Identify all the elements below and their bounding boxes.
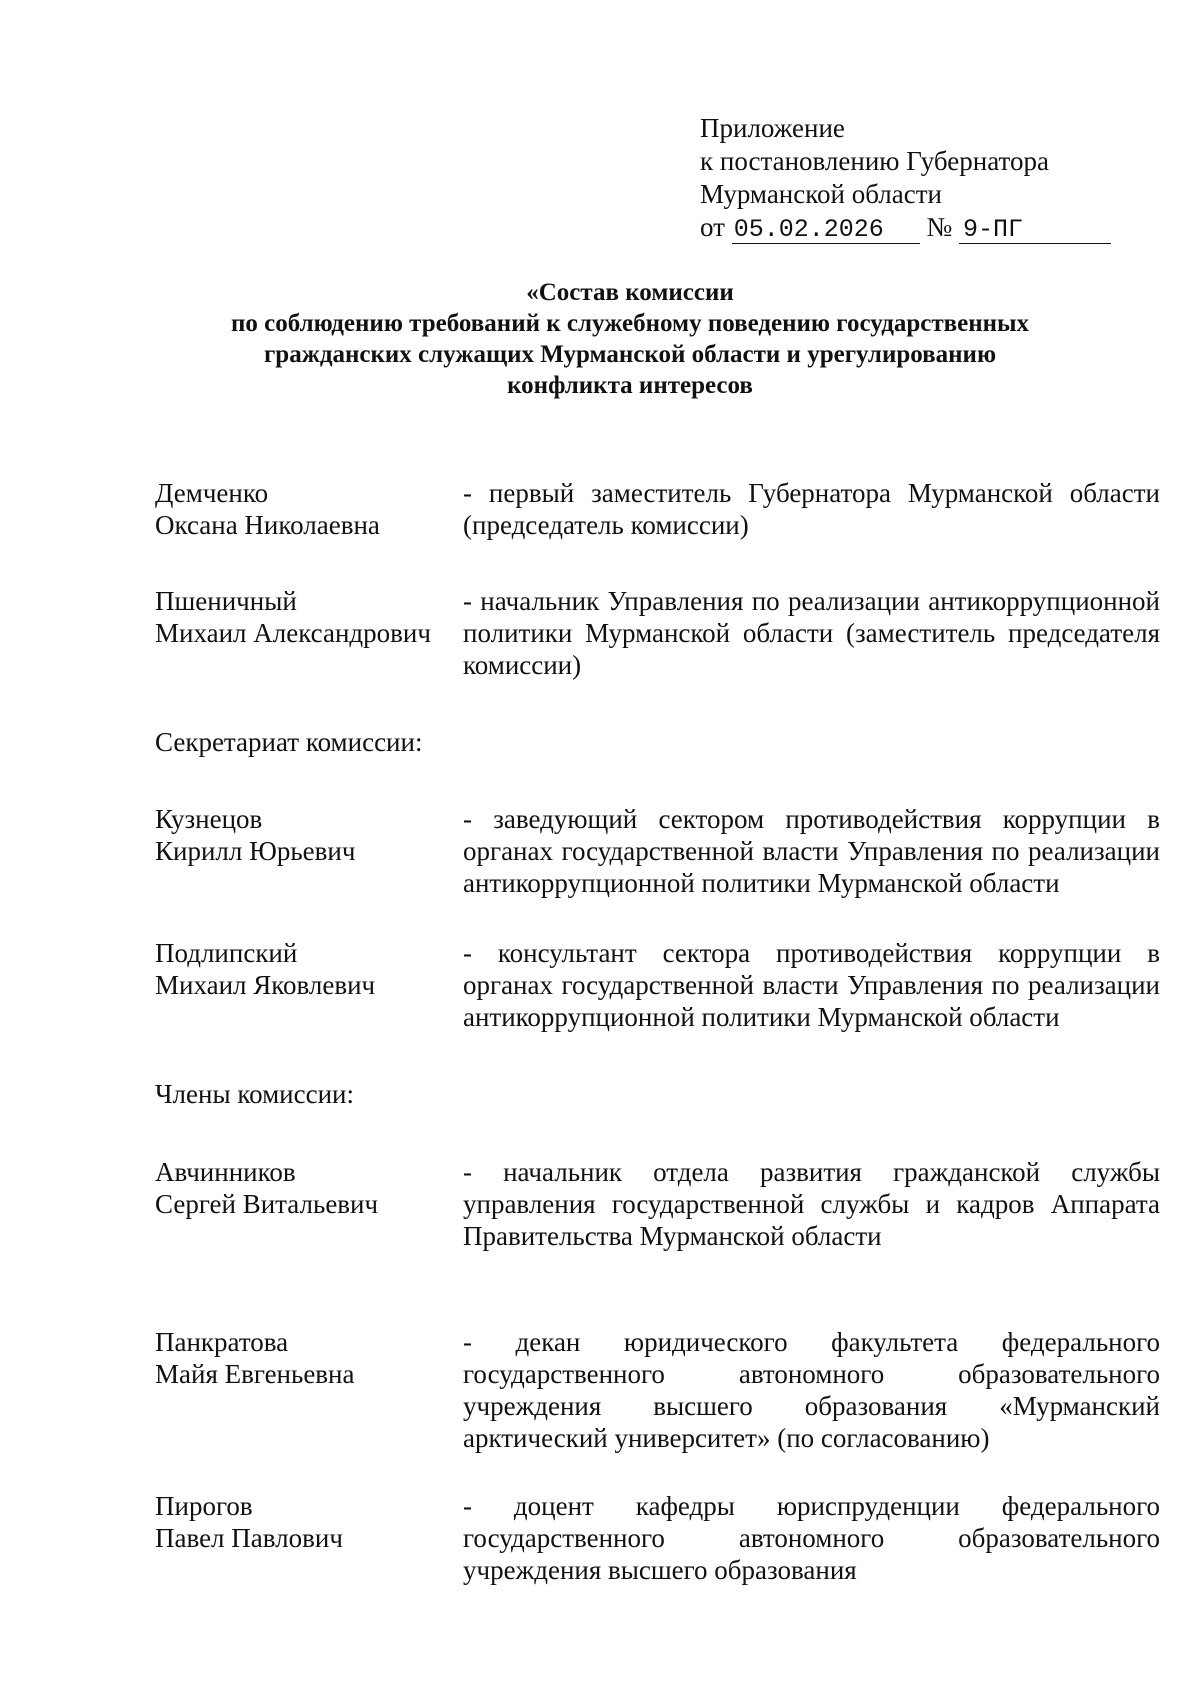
person-role: - первый заместитель Губернатора Мурманской области (председатель комиссии): [463, 478, 1160, 540]
person-name: [155, 1326, 463, 1454]
chair-entry: [155, 477, 1160, 541]
member-entry: [155, 1326, 1160, 1454]
person-surname: Подлипский: [155, 938, 298, 968]
secretariat-entry: [155, 803, 1160, 899]
person-surname: Пирогов: [155, 1491, 253, 1521]
person-name: [155, 937, 463, 1033]
appendix-date-line: [700, 211, 1111, 244]
person-given-names: Кирилл Юрьевич: [155, 836, 356, 866]
secretariat-heading: Секретариат комиссии:: [155, 727, 423, 757]
appendix-line-1: Приложение: [700, 113, 845, 143]
person-given-names: Оксана Николаевна: [155, 510, 380, 540]
person-given-names: Михаил Яковлевич: [155, 970, 376, 1000]
person-surname: Авчинников: [155, 1157, 296, 1187]
person-given-names: Павел Павлович: [155, 1523, 343, 1553]
person-name: [155, 585, 463, 681]
person-surname: Панкратова: [155, 1327, 289, 1357]
document-date: 05.02.2026: [732, 217, 920, 244]
appendix-line-3: Мурманской области: [700, 179, 942, 209]
person-name: [155, 477, 463, 541]
member-entry: [155, 1156, 1160, 1252]
appendix-header: [700, 112, 1111, 244]
secretariat-entry: [155, 937, 1160, 1033]
person-given-names: Майя Евгеньевна: [155, 1359, 355, 1389]
person-role: - консультант сектора противодействия коррупции в органах государственной власти Управления по реализации антикоррупционной политики Мурманской области: [463, 938, 1160, 1032]
person-role: - начальник Управления по реализации антикоррупционной политики Мурманской области (заместитель председателя комиссии): [463, 586, 1160, 680]
number-prefix: №: [926, 212, 953, 242]
title-line-3: гражданских служащих Мурманской области и урегулированию: [263, 341, 997, 368]
date-prefix: от: [700, 212, 725, 242]
person-role: - декан юридического факультета федерального государственного автономного образовательного учреждения высшего образования «Мурманский арктический университет» (по согласованию): [463, 1327, 1160, 1453]
title-line-1: «Состав комиссии: [526, 279, 734, 306]
person-surname: Кузнецов: [155, 804, 263, 834]
person-surname: Пшеничный: [155, 586, 297, 616]
person-role: - доцент кафедры юриспруденции федерального государственного автономного образовательного учреждения высшего образования: [463, 1491, 1160, 1585]
person-name: [155, 1156, 463, 1252]
person-given-names: Михаил Александрович: [155, 618, 431, 648]
document-title: [130, 277, 1130, 401]
person-surname: Демченко: [155, 478, 269, 508]
commission-list: [155, 477, 1160, 1586]
person-name: [155, 1490, 463, 1586]
vice-chair-entry: [155, 585, 1160, 681]
title-line-4: конфликта интересов: [507, 372, 753, 399]
person-role: - начальник отдела развития гражданской службы управления государственной службы и кадров Аппарата Правительства Мурманской области: [463, 1157, 1160, 1251]
appendix-line-2: к постановлению Губернатора: [700, 146, 1049, 176]
title-line-2: по соблюдению требований к служебному поведению государственных: [230, 310, 1030, 337]
member-entry: [155, 1490, 1160, 1586]
document-number: 9-ПГ: [959, 217, 1111, 244]
person-name: [155, 803, 463, 899]
person-given-names: Сергей Витальевич: [155, 1189, 379, 1219]
person-role: - заведующий сектором противодействия коррупции в органах государственной власти Управления по реализации антикоррупционной политики Мурманской области: [463, 804, 1160, 898]
members-heading: Члены комиссии:: [155, 1079, 354, 1109]
